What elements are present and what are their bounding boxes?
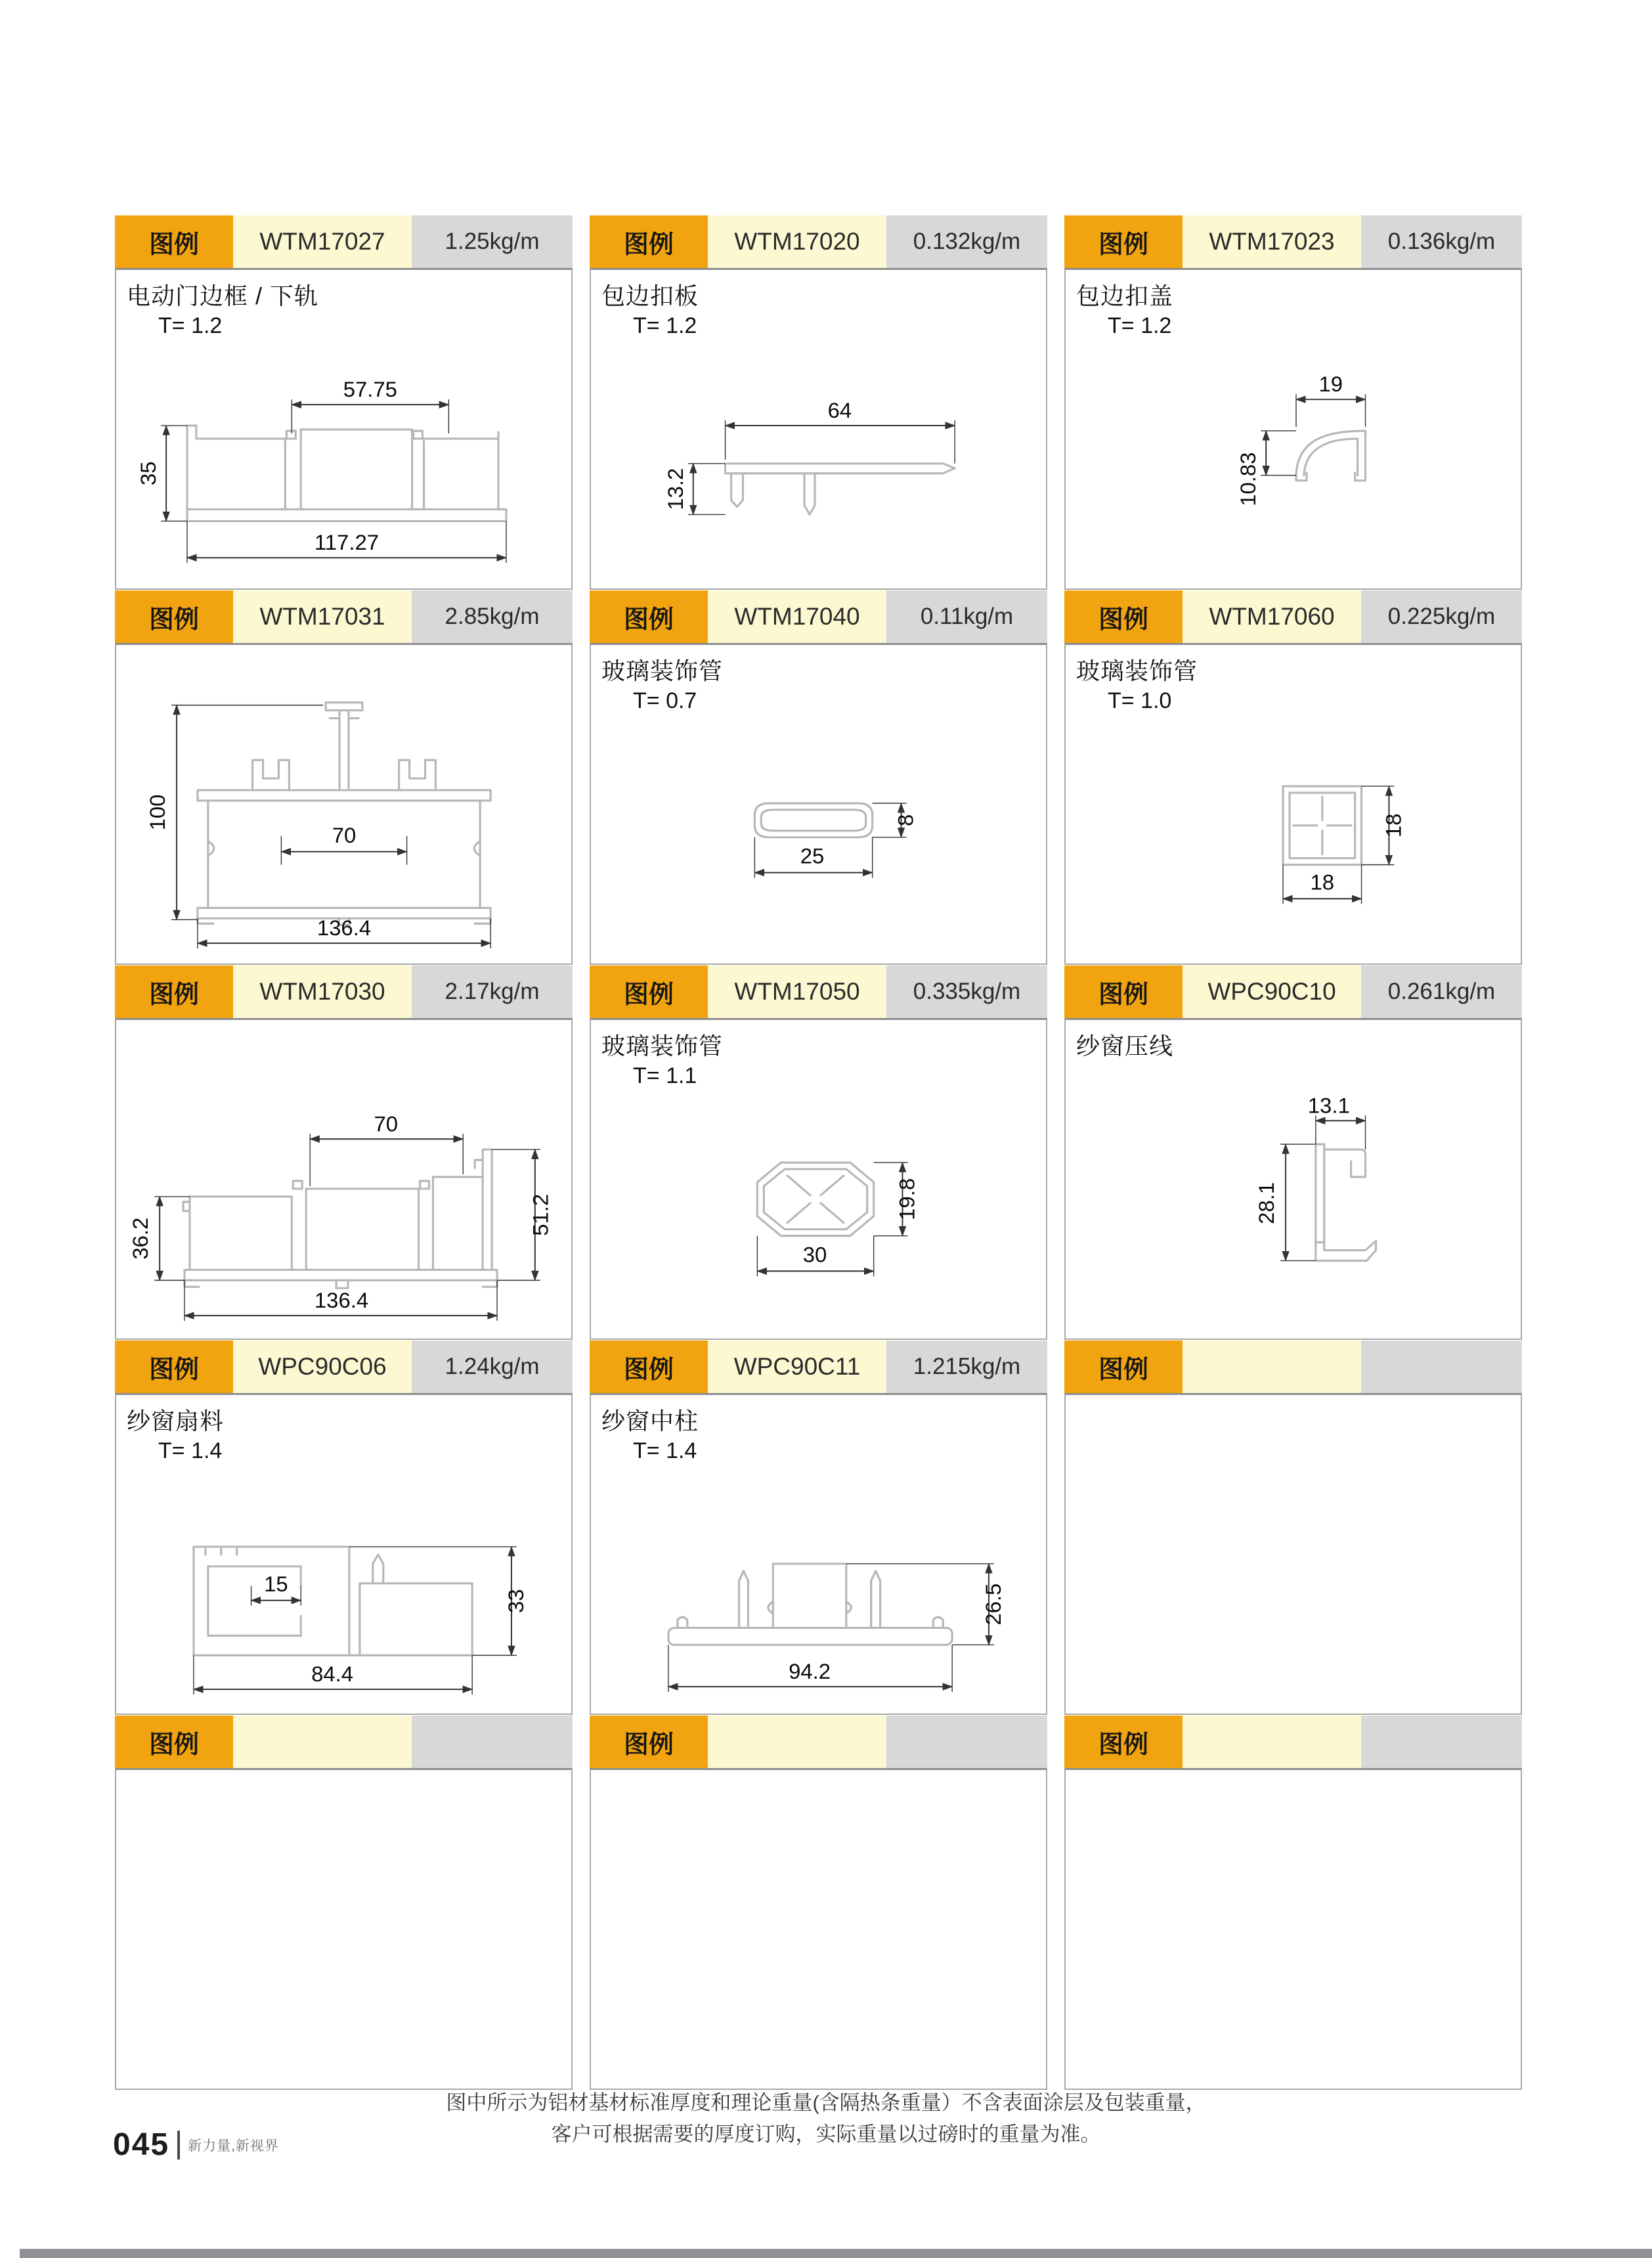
dimension-label: 136.4: [314, 1288, 369, 1313]
profile-name: 纱窗扇料: [127, 1407, 225, 1434]
profile-code: WTM17031: [233, 590, 412, 643]
card-header: [1064, 1716, 1522, 1768]
profile-code: [1183, 1716, 1361, 1768]
dimension-label: 18: [1381, 813, 1406, 838]
card-header: [115, 1340, 573, 1393]
profile-weight: 1.25kg/m: [412, 215, 573, 268]
profile-drawing: [116, 645, 571, 963]
profile-card-wtm17060: [1064, 590, 1522, 965]
profile-name: 玻璃装饰管: [601, 1032, 724, 1059]
legend-badge: 图例: [590, 1340, 708, 1393]
card-body: [590, 1018, 1047, 1340]
profile-thickness: T= 1.4: [158, 1438, 223, 1463]
profile-drawing: [1066, 1020, 1521, 1339]
card-header: [115, 215, 573, 268]
dimension-label: 15: [264, 1571, 288, 1596]
profile-weight: [1361, 1340, 1522, 1393]
legend-badge: 图例: [590, 965, 708, 1018]
card-header: [1064, 215, 1522, 268]
card-body: [590, 1768, 1047, 2090]
card-header: [115, 1716, 573, 1768]
profile-weight: [412, 1716, 573, 1768]
profile-drawing: [591, 1020, 1046, 1339]
profile-code: WPC90C11: [708, 1340, 886, 1393]
dimension-label: 136.4: [316, 916, 372, 941]
profile-code: WPC90C10: [1183, 965, 1361, 1018]
profile-thickness: T= 1.1: [633, 1063, 697, 1088]
card-body: [1064, 643, 1522, 965]
dimension-label: 8: [893, 814, 918, 827]
card-header: [590, 965, 1047, 1018]
page-tagline: 新力量,新视界: [188, 2138, 279, 2154]
profile-thickness: T= 1.2: [1108, 313, 1172, 338]
legend-badge: 图例: [115, 590, 233, 643]
profile-card-wtm17050: [590, 965, 1047, 1340]
dimension-label: 70: [374, 1111, 399, 1136]
profile-code: [708, 1716, 886, 1768]
profile-weight: 1.24kg/m: [412, 1340, 573, 1393]
bottom-bar: [20, 2249, 1652, 2258]
dimension-label: 19: [1318, 372, 1343, 397]
card-body: [1064, 1018, 1522, 1340]
card-body: [1064, 268, 1522, 590]
page-number: 045: [113, 2127, 170, 2162]
legend-badge: 图例: [1064, 1716, 1183, 1768]
dimension-label: 13.1: [1307, 1093, 1350, 1118]
dimension-label: 70: [332, 822, 357, 847]
profile-thickness: T= 1.2: [633, 313, 697, 338]
profile-code: [233, 1716, 412, 1768]
profile-card-empty: [1064, 1340, 1522, 1715]
profile-drawing: [591, 645, 1046, 963]
page-number-block: [113, 2127, 279, 2163]
dimension-label: 30: [802, 1242, 827, 1267]
profile-name: 包边扣盖: [1076, 282, 1174, 309]
profile-drawing: [1066, 270, 1521, 588]
dimension-label: 51.2: [528, 1193, 553, 1236]
profile-drawing: [591, 270, 1046, 588]
profile-thickness: T= 1.2: [158, 313, 223, 338]
footer-note-line2: 客户可根据需要的厚度订购，实际重量以过磅时的重量为准。: [551, 2123, 1101, 2146]
profile-drawing: [1066, 645, 1521, 963]
profile-card-wpc90c10: [1064, 965, 1522, 1340]
dimension-label: 84.4: [311, 1662, 354, 1687]
profile-card-wtm17031: [115, 590, 573, 965]
profile-weight: [1361, 1716, 1522, 1768]
profile-code: WTM17030: [233, 965, 412, 1018]
profile-name: 电动门边框 / 下轨: [127, 282, 319, 309]
dimension-label: 25: [800, 843, 825, 868]
card-body: [1064, 1768, 1522, 2090]
legend-badge: 图例: [115, 1716, 233, 1768]
profile-card-empty: [115, 1716, 573, 2090]
card-header: [1064, 590, 1522, 643]
profile-drawing: [116, 1395, 571, 1714]
dimension-label: 117.27: [314, 530, 380, 555]
dimension-label: 57.75: [343, 377, 397, 402]
profile-name: 纱窗压线: [1076, 1032, 1174, 1059]
profile-weight: 0.132kg/m: [886, 215, 1047, 268]
profile-grid: [115, 215, 1522, 2090]
legend-badge: 图例: [1064, 590, 1183, 643]
profile-code: WTM17060: [1183, 590, 1361, 643]
legend-badge: 图例: [115, 215, 233, 268]
dimension-label: 33: [503, 1589, 528, 1613]
page-number-divider: [177, 2131, 180, 2159]
dimension-label: 19.8: [894, 1178, 919, 1220]
card-body: [115, 1018, 573, 1340]
card-body: [115, 1768, 573, 2090]
dimension-label: 13.2: [663, 468, 687, 510]
profile-card-wpc90c11: [590, 1340, 1047, 1715]
footer-note-line1: 图中所示为铝材基材标准厚度和理论重量(含隔热条重量）不含表面涂层及包装重量，: [446, 2091, 1206, 2114]
legend-badge: 图例: [590, 215, 708, 268]
card-body: [590, 1393, 1047, 1715]
dimension-label: 18: [1310, 870, 1335, 895]
dimension-label: 28.1: [1254, 1182, 1279, 1224]
profile-weight: 0.225kg/m: [1361, 590, 1522, 643]
card-header: [1064, 1340, 1522, 1393]
profile-card-wpc90c06: [115, 1340, 573, 1715]
profile-weight: 0.136kg/m: [1361, 215, 1522, 268]
legend-badge: 图例: [590, 1716, 708, 1768]
profile-code: [1183, 1340, 1361, 1393]
card-header: [1064, 965, 1522, 1018]
legend-badge: 图例: [115, 965, 233, 1018]
dimension-label: 26.5: [980, 1583, 1005, 1626]
profile-code: WTM17023: [1183, 215, 1361, 268]
dimension-label: 94.2: [789, 1659, 831, 1684]
profile-code: WPC90C06: [233, 1340, 412, 1393]
profile-card-wtm17027: [115, 215, 573, 590]
card-header: [115, 965, 573, 1018]
profile-weight: [886, 1716, 1047, 1768]
profile-name: 玻璃装饰管: [1076, 657, 1198, 684]
card-body: [115, 1393, 573, 1715]
profile-card-wtm17020: [590, 215, 1047, 590]
profile-weight: 2.85kg/m: [412, 590, 573, 643]
profile-code: WTM17040: [708, 590, 886, 643]
card-body: [590, 268, 1047, 590]
card-header: [590, 1340, 1047, 1393]
legend-badge: 图例: [1064, 965, 1183, 1018]
profile-weight: 1.215kg/m: [886, 1340, 1047, 1393]
card-body: [1064, 1393, 1522, 1715]
card-header: [590, 1716, 1047, 1768]
card-header: [115, 590, 573, 643]
profile-drawing: [116, 1020, 571, 1339]
profile-name: 玻璃装饰管: [601, 657, 724, 684]
dimension-label: 100: [145, 794, 170, 831]
card-header: [590, 590, 1047, 643]
card-body: [115, 643, 573, 965]
legend-badge: 图例: [1064, 1340, 1183, 1393]
legend-badge: 图例: [1064, 215, 1183, 268]
profile-card-wtm17040: [590, 590, 1047, 965]
dimension-label: 10.83: [1236, 452, 1261, 506]
profile-drawing: [591, 1395, 1046, 1714]
card-body: [590, 643, 1047, 965]
profile-code: WTM17050: [708, 965, 886, 1018]
profile-card-empty: [590, 1716, 1047, 2090]
profile-code: WTM17020: [708, 215, 886, 268]
profile-weight: 0.335kg/m: [886, 965, 1047, 1018]
dimension-label: 36.2: [128, 1217, 153, 1260]
profile-thickness: T= 1.0: [1108, 688, 1172, 713]
profile-code: WTM17027: [233, 215, 412, 268]
dimension-label: 35: [136, 461, 161, 486]
profile-weight: 0.261kg/m: [1361, 965, 1522, 1018]
profile-name: 包边扣板: [601, 282, 699, 309]
profile-card-wtm17023: [1064, 215, 1522, 590]
card-body: [115, 268, 573, 590]
profile-card-wtm17030: [115, 965, 573, 1340]
card-header: [590, 215, 1047, 268]
profile-name: 纱窗中柱: [601, 1407, 699, 1434]
profile-drawing: [116, 270, 571, 588]
profile-thickness: T= 1.4: [633, 1438, 697, 1463]
profile-card-empty: [1064, 1716, 1522, 2090]
profile-weight: 0.11kg/m: [886, 590, 1047, 643]
profile-thickness: T= 0.7: [633, 688, 697, 713]
profile-weight: 2.17kg/m: [412, 965, 573, 1018]
legend-badge: 图例: [115, 1340, 233, 1393]
dimension-label: 64: [827, 398, 852, 423]
legend-badge: 图例: [590, 590, 708, 643]
